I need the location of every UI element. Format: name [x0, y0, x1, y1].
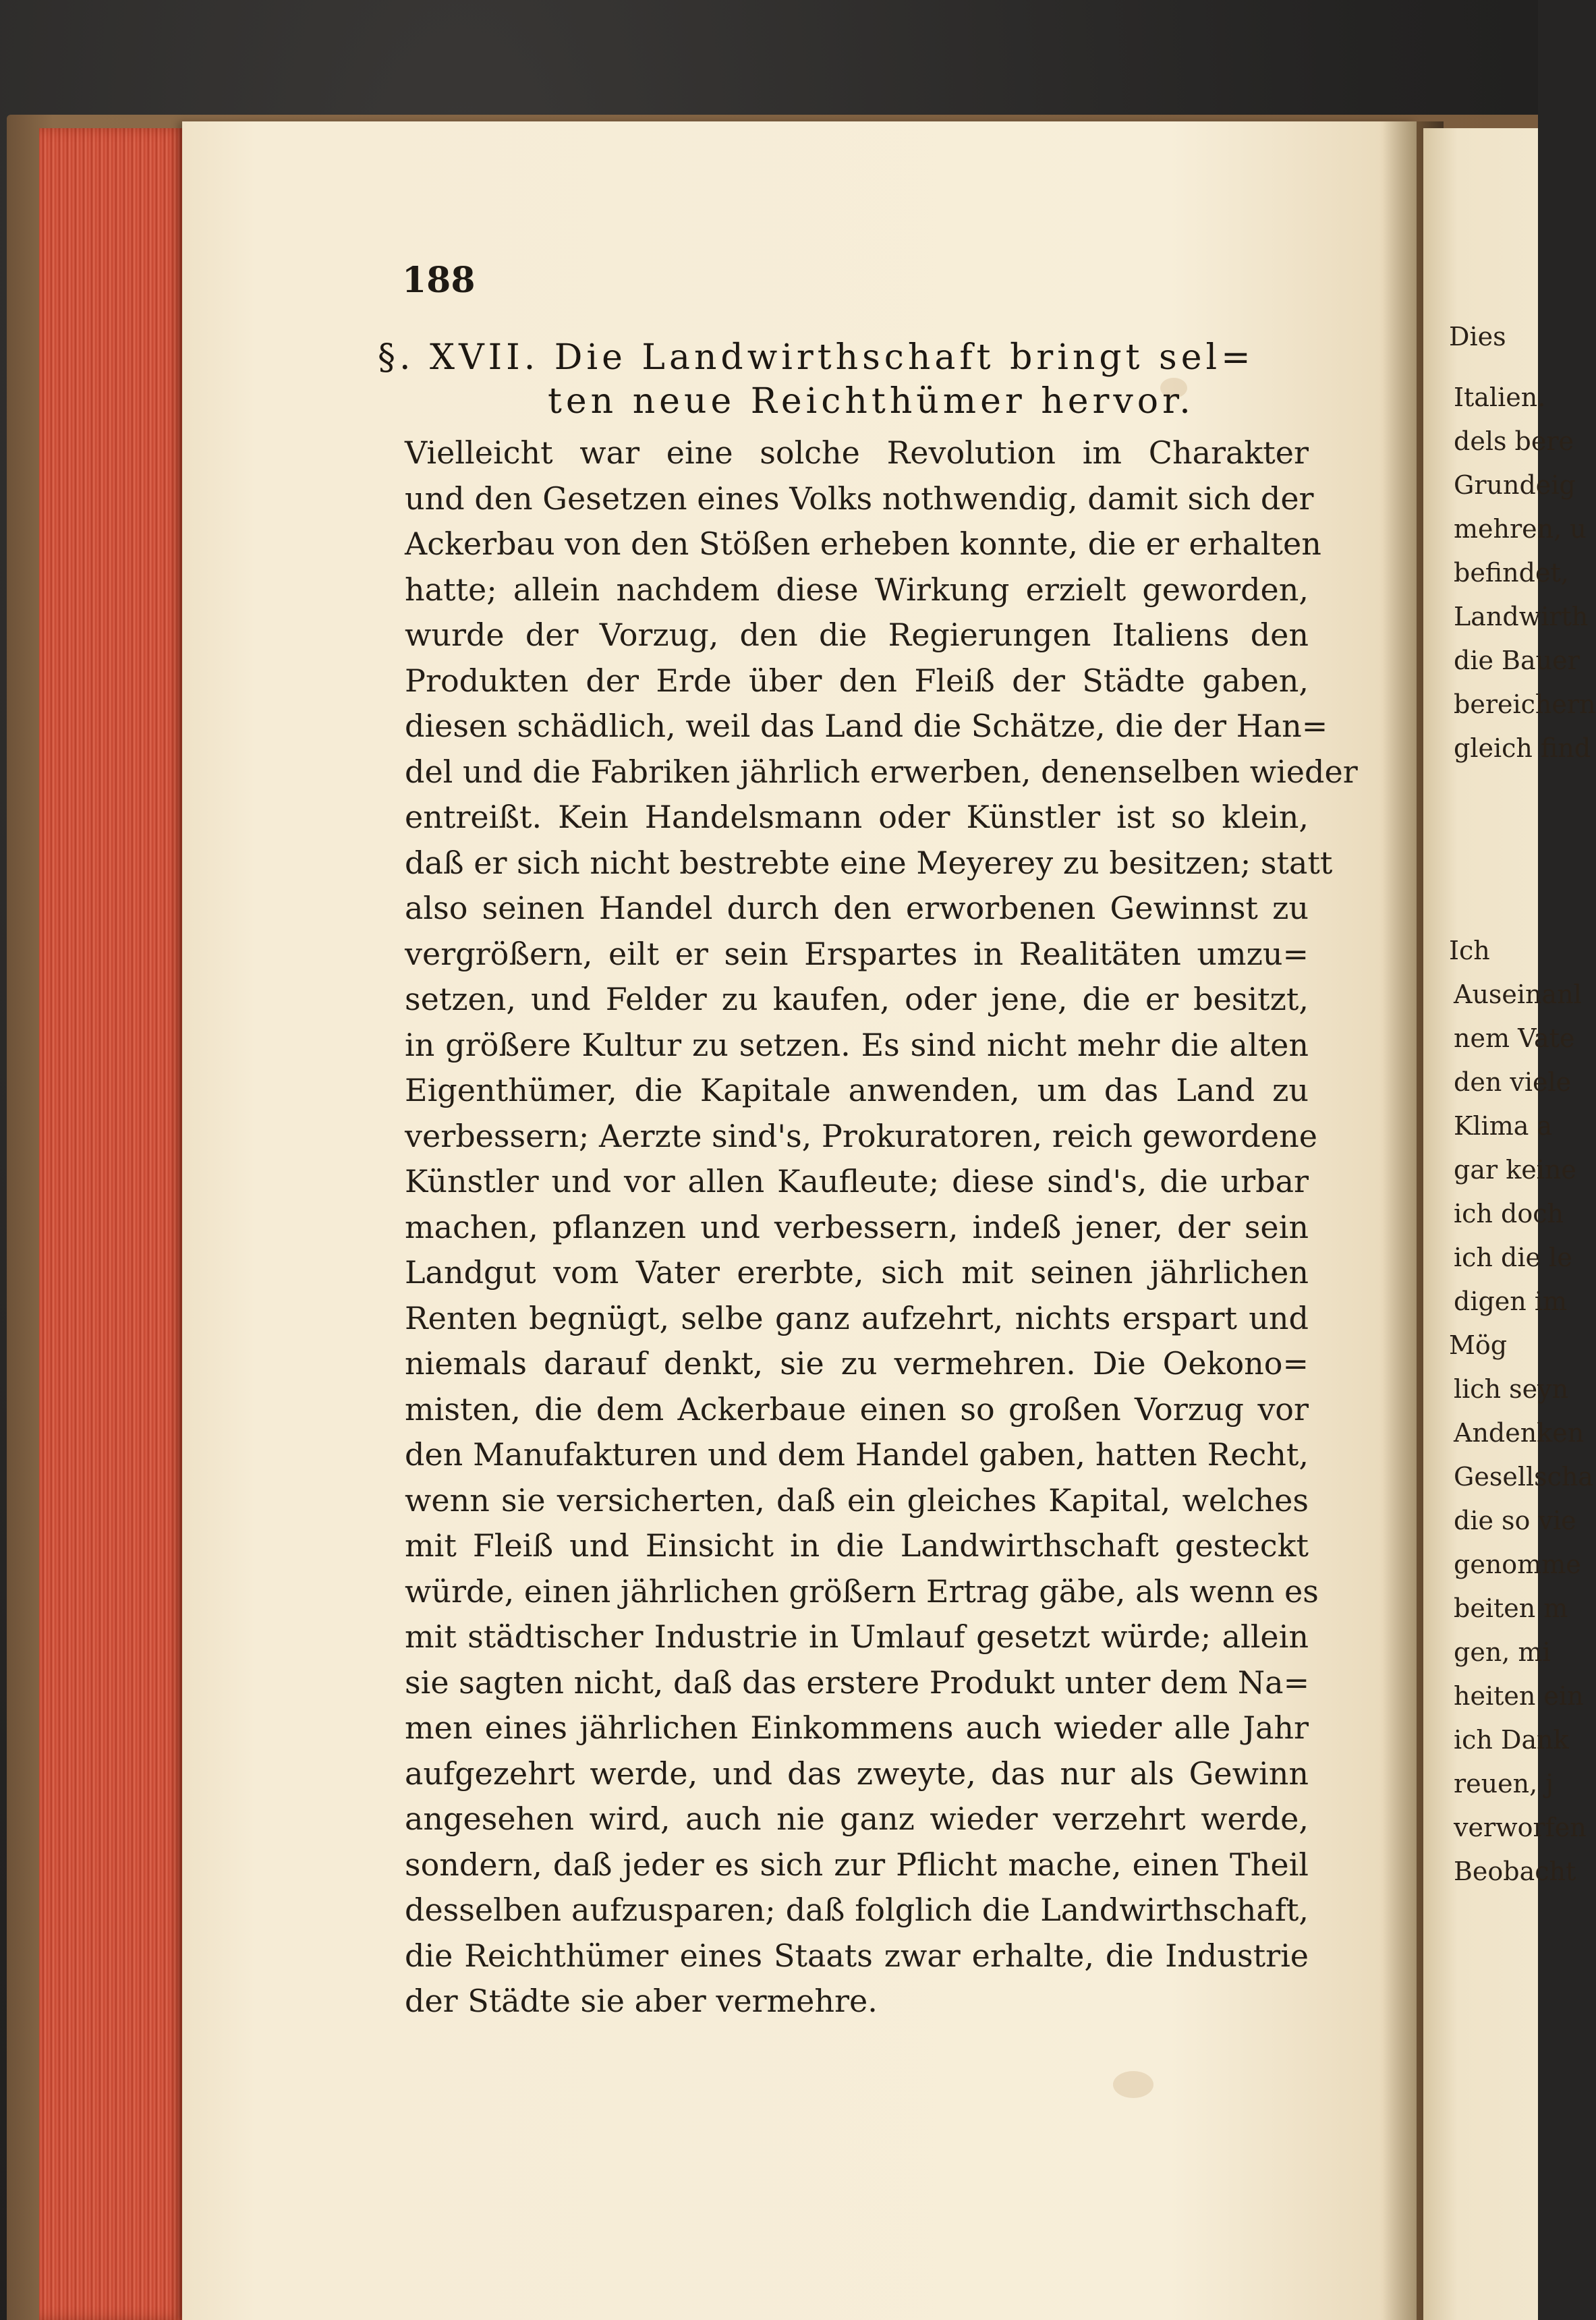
text-line: der Städte sie aber vermehre. — [405, 1983, 878, 2019]
right-page-line: lich seyn — [1454, 1374, 1569, 1404]
right-page-line: Auseinanl — [1454, 980, 1582, 1009]
text-line: Renten begnügt, selbe ganz aufzehrt, nichts erspart und — [405, 1299, 1309, 1336]
section-title-part1: Die Landwirthschaft bringt sel= — [554, 337, 1255, 378]
right-page-line: dels bere — [1454, 426, 1574, 456]
section-title-part2: ten neue Reichthümer hervor. — [548, 381, 1195, 422]
right-page-line: beiten m — [1454, 1593, 1568, 1623]
text-line: verbessern; Aerzte sind's, Prokuratoren, reich gewordene — [405, 1117, 1317, 1154]
text-line: in größere Kultur zu setzen. Es sind nicht mehr die alten — [405, 1026, 1309, 1063]
right-page-fragment — [1423, 128, 1596, 2320]
text-line: den Manufakturen und dem Handel gaben, hatten Recht, — [405, 1436, 1309, 1473]
body-paragraph — [405, 430, 1358, 2025]
right-page-line: mehren, u — [1454, 514, 1587, 544]
text-line: Eigenthümer, die Kapitale anwenden, um das Land zu — [405, 1072, 1309, 1108]
right-page-line: ich die le — [1454, 1243, 1572, 1272]
right-page-line: befindet, — [1454, 558, 1569, 588]
section-heading-line1 — [378, 337, 1255, 378]
right-page-line: bereichern — [1454, 689, 1596, 719]
text-line: diesen schädlich, weil das Land die Schätze, die der Han= — [405, 708, 1328, 744]
text-line: Vielleicht war eine solche Revolution im Charakter — [405, 434, 1309, 471]
right-page-line: nem Vate — [1454, 1023, 1575, 1053]
right-page-line: Mög — [1449, 1330, 1508, 1360]
text-line: men eines jährlichen Einkommens auch wieder alle Jahr — [405, 1709, 1309, 1746]
right-page-line: genomme — [1454, 1550, 1581, 1579]
right-page-line: gleich find — [1454, 733, 1591, 763]
foxing-spot — [1113, 2071, 1153, 2098]
text-line: Künstler und vor allen Kaufleute; diese sind's, die urbar — [405, 1163, 1309, 1199]
right-page-line: Grundeig — [1454, 470, 1576, 500]
text-line: und den Gesetzen eines Volks nothwendig, damit sich der — [405, 480, 1314, 517]
text-line: vergrößern, eilt er sein Erspartes in Realitäten umzu= — [405, 935, 1309, 972]
text-line: angesehen wird, auch nie ganz wieder verzehrt werde, — [405, 1801, 1309, 1837]
text-line: setzen, und Felder zu kaufen, oder jene, die er besitzt, — [405, 981, 1309, 1017]
right-page-line: gen, mi — [1454, 1637, 1551, 1667]
text-line: wurde der Vorzug, den die Regierungen Italiens den — [405, 617, 1309, 653]
text-line: aufgezehrt werde, und das zweyte, das nur als Gewinn — [405, 1755, 1309, 1792]
right-page-line: Ich — [1449, 936, 1490, 965]
text-line: hatte; allein nachdem diese Wirkung erzielt geworden, — [405, 571, 1309, 608]
text-line: Ackerbau von den Stößen erheben konnte, die er erhalten — [405, 526, 1321, 562]
right-page-line: Andenken — [1454, 1418, 1585, 1448]
page-number: 188 — [402, 260, 476, 301]
text-line: würde, einen jährlichen größern Ertrag gäbe, als wenn es — [405, 1573, 1319, 1610]
text-line: daß er sich nicht bestrebte eine Meyerey zu besitzen; statt — [405, 844, 1333, 881]
right-page-line: Klima a — [1454, 1111, 1553, 1141]
right-page-line: die so vie — [1454, 1506, 1576, 1535]
text-line: sie sagten nicht, daß das erstere Produkt unter dem Na= — [405, 1664, 1310, 1701]
right-page-line: Gesellscha — [1454, 1462, 1594, 1492]
text-line: wenn sie versicherten, daß ein gleiches Kapital, welches — [405, 1481, 1309, 1519]
section-heading-line2 — [548, 381, 1195, 422]
text-line: Produkten der Erde über den Fleiß der Städte gaben, — [405, 662, 1309, 699]
text-line: entreißt. Kein Handelsmann oder Künstler ist so klein, — [405, 799, 1309, 835]
right-page-line: Beobacht — [1454, 1857, 1576, 1886]
right-page-line: digen im — [1454, 1286, 1568, 1316]
right-page-line: reuen, j — [1454, 1769, 1554, 1799]
text-line: machen, pflanzen und verbessern, indeß jener, der sein — [405, 1208, 1309, 1245]
right-page-line: den viele — [1454, 1067, 1572, 1097]
text-line: mit Fleiß und Einsicht in die Landwirthschaft gesteckt — [405, 1527, 1309, 1564]
text-line: sondern, daß jeder es sich zur Pflicht mache, einen Theil — [405, 1846, 1309, 1883]
right-page-line: heiten ein — [1454, 1681, 1584, 1711]
right-page-line: Italien. — [1454, 383, 1546, 412]
text-line: Landgut vom Vater ererbte, sich mit seinen jährlichen — [405, 1254, 1309, 1291]
text-line: del und die Fabriken jährlich erwerben, denenselben wieder — [405, 753, 1358, 790]
text-line: die Reichthümer eines Staats zwar erhalte, die Industrie — [405, 1937, 1309, 1974]
right-page-line: die Bauer — [1454, 646, 1580, 675]
section-number: §. XVII. — [378, 337, 540, 378]
text-line: also seinen Handel durch den erworbenen Gewinnst zu — [405, 890, 1309, 926]
text-line: misten, die dem Ackerbaue einen so großen Vorzug vor — [405, 1390, 1309, 1427]
right-page-line: Dies — [1449, 322, 1506, 351]
text-line: niemals darauf denkt, sie zu vermehren. Die Oekono= — [405, 1345, 1309, 1382]
right-page-line: verworfen — [1454, 1813, 1587, 1842]
right-page-line: gar keine — [1454, 1155, 1576, 1185]
right-page-line: ich Dank — [1454, 1725, 1569, 1755]
right-page-line: Landwirth — [1454, 602, 1589, 631]
text-line: desselben aufzusparen; daß folglich die Landwirthschaft, — [405, 1892, 1309, 1928]
right-page-line: ich doch — [1454, 1199, 1564, 1228]
red-page-edges — [39, 128, 188, 2320]
text-line: mit städtischer Industrie in Umlauf gesetzt würde; allein — [405, 1618, 1309, 1655]
